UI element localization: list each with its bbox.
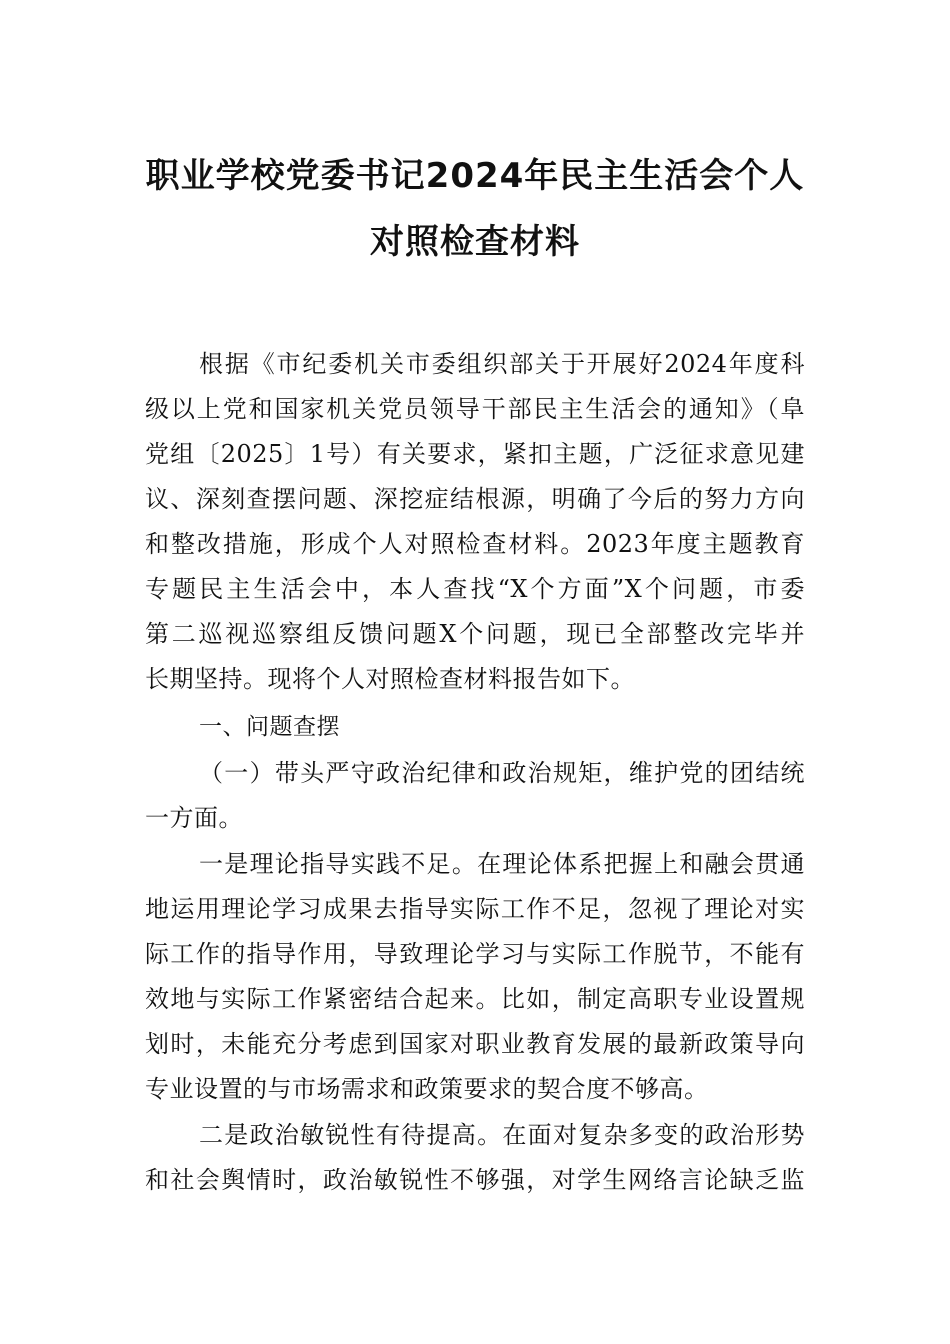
paragraph-line: 效地与实际工作紧密结合起来。比如，制定高职专业设置规 (145, 985, 805, 1013)
paragraph-line: 和整改措施，形成个人对照检查材料。2023年度主题教育 (145, 530, 805, 558)
subsection-heading-line: （一）带头严守政治纪律和政治规矩，维护党的团结统 (199, 759, 805, 787)
document-title-line-2: 对照检查材料 (370, 222, 580, 262)
paragraph-line: 根据《市纪委机关市委组织部关于开展好2024年度科 (199, 350, 805, 378)
paragraph-line: 级以上党和国家机关党员领导干部民主生活会的通知》（阜 (145, 395, 805, 423)
paragraph-line: 际工作的指导作用，导致理论学习与实际工作脱节，不能有 (145, 940, 805, 968)
paragraph-line: 划时，未能充分考虑到国家对职业教育发展的最新政策导向 (145, 1030, 805, 1058)
paragraph-line: 第二巡视巡察组反馈问题X个问题，现已全部整改完毕并 (145, 620, 805, 648)
paragraph-line: 和社会舆情时，政治敏锐性不够强，对学生网络言论缺乏监 (145, 1166, 805, 1194)
section-heading: 一、问题查摆 (199, 714, 340, 740)
paragraph-line: 专业设置的与市场需求和政策要求的契合度不够高。 (145, 1075, 709, 1103)
paragraph-line: 地运用理论学习成果去指导实际工作不足，忽视了理论对实 (145, 895, 805, 923)
paragraph-line: 一是理论指导实践不足。在理论体系把握上和融会贯通 (199, 850, 805, 878)
paragraph-line: 专题民主生活会中，本人查找“X个方面”X个问题，市委 (145, 575, 805, 603)
document-title-line-1: 职业学校党委书记2024年民主生活会个人 (145, 156, 805, 196)
paragraph-line: 党组〔2025〕1号）有关要求，紧扣主题，广泛征求意见建 (145, 440, 805, 468)
paragraph-line: 二是政治敏锐性有待提高。在面对复杂多变的政治形势 (199, 1121, 805, 1149)
subsection-heading-line: 一方面。 (145, 804, 243, 832)
paragraph-line: 长期坚持。现将个人对照检查材料报告如下。 (145, 665, 635, 693)
paragraph-line: 议、深刻查摆问题、深挖症结根源，明确了今后的努力方向 (145, 485, 805, 513)
